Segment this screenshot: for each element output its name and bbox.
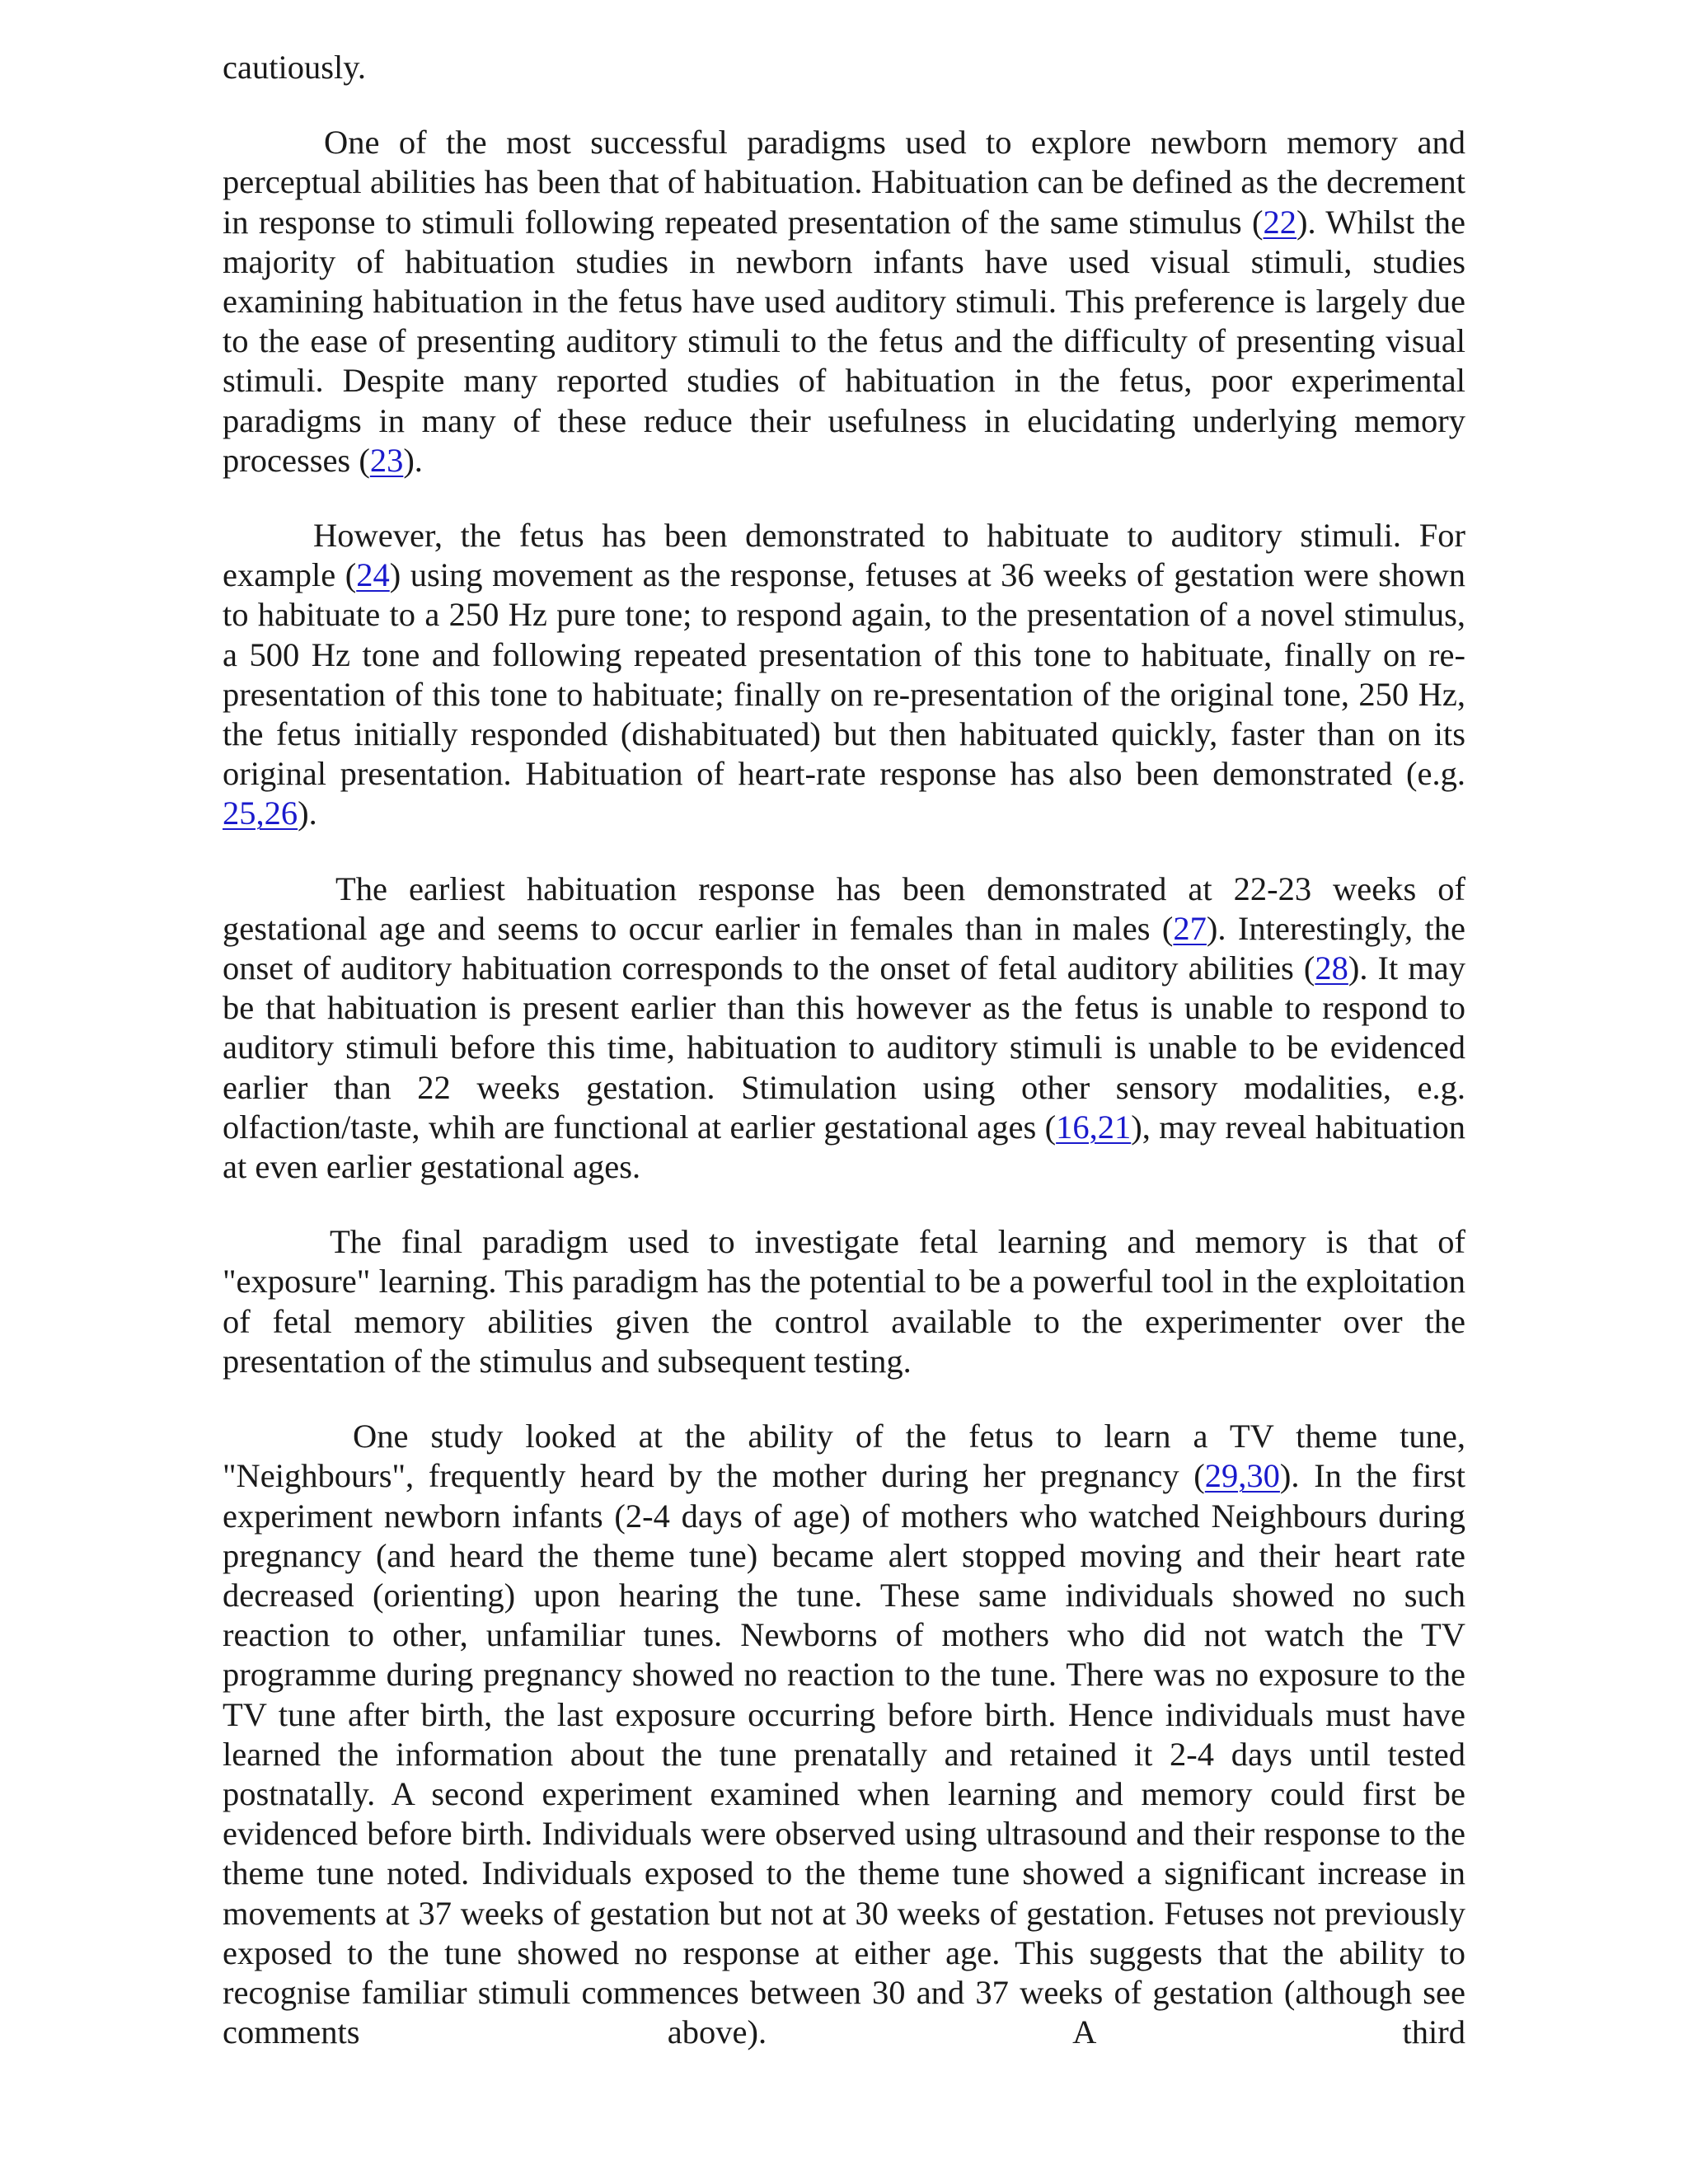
text-run: The earliest habituation response has been demonstrated at 22-23 weeks of gestational age and seems to occur earlier in females than in males ( bbox=[223, 869, 1465, 947]
text-run: ). Whilst the majority of habituation studies in newborn infants have used visual stimuli, studies examining habituation in the fetus have used auditory stimuli. This preference is largely due to the ease of presenting auditory stimuli to the fetus and the difficulty of presenting visual stimuli. Despite many reported studies of habituation in the fetus, poor experimental paradigms in many of these reduce their usefulness in elucidating underlying memory processes ( bbox=[223, 203, 1466, 479]
text-run: One study looked at the ability of the fetus to learn a TV theme tune, "Neighbours", frequently heard by the mother during her pregnancy ( bbox=[223, 1418, 1465, 1495]
text-run: One of the most successful paradigms used to explore newborn memory and perceptual abilities has been that of habituation. Habituation can be defined as the decrement in response to stimuli following repeated presentation of the same stimulus ( bbox=[223, 124, 1465, 241]
citation-link-28[interactable]: 28 bbox=[1315, 949, 1348, 987]
text-run: ). In the first experiment newborn infants (2-4 days of age) of mothers who watched Neighbours during pregnancy (and heard the theme tune) became alert stopped moving and their heart rate decreased (orienting) upon hearing the tune. These same individuals showed no such reaction to other, unfamiliar tunes. Newborns of mothers who did not watch the TV programme during pregnancy showed no reaction to the tune. There was no exposure to the TV tune after birth, the last exposure occurring before birth. Hence individuals must have learned the information about the tune prenatally and retained it 2-4 days until tested postnatally. A second experiment examined when learning and memory could first be evidenced before birth. Individuals were observed using ultrasound and their response to the theme tune noted. Individuals exposed to the theme tune showed a significant increase in movements at 37 weeks of gestation but not at 30 weeks of gestation. Fetuses not previously exposed to the tune showed no response at either age. This suggests that the ability to recognise familiar stimuli commences between 30 and 37 weeks of gestation (although see comments above). A third bbox=[223, 1457, 1465, 2051]
paragraph-auditory-habituation bbox=[223, 516, 1465, 834]
paragraph-earliest-habituation bbox=[223, 869, 1465, 1188]
text-run: ). Interestingly, the onset of auditory habituation corresponds to the onset of fetal auditory abilities ( bbox=[223, 909, 1465, 987]
document-page bbox=[223, 48, 1465, 2052]
citation-link-25-26[interactable]: 25,26 bbox=[223, 794, 298, 832]
paragraph-neighbours-study bbox=[223, 1417, 1465, 2052]
citation-link-24[interactable]: 24 bbox=[356, 556, 390, 594]
text-run: However, the fetus has been demonstrated to habituate to auditory stimuli. For example ( bbox=[223, 517, 1465, 594]
paragraph-habituation-intro bbox=[223, 123, 1465, 480]
citation-link-29-30[interactable]: 29,30 bbox=[1204, 1457, 1280, 1495]
paragraph-exposure-learning bbox=[223, 1222, 1465, 1381]
citation-link-22[interactable]: 22 bbox=[1263, 203, 1297, 241]
paragraph-continuation bbox=[223, 48, 1465, 87]
text-run: ). bbox=[403, 441, 423, 479]
citation-link-27[interactable]: 27 bbox=[1173, 909, 1207, 947]
text-run: ). It may be that habituation is present earlier than this however as the fetus is unable to respond to auditory stimuli before this time, habituation to auditory stimuli is unable to be evidenced earlier than 22 weeks gestation. Stimulation using other sensory modalities, e.g. olfaction/taste, whih are functional at earlier gestational ages ( bbox=[223, 949, 1465, 1146]
citation-link-16-21[interactable]: 16,21 bbox=[1056, 1108, 1132, 1146]
text-run: ), may reveal habituation at even earlier gestational ages. bbox=[223, 1108, 1465, 1186]
citation-link-23[interactable]: 23 bbox=[369, 441, 404, 479]
text-run: ). bbox=[298, 794, 317, 832]
text-run: The final paradigm used to investigate fetal learning and memory is that of "exposure" learning. This paradigm has the potential to be a powerful tool in the exploitation of fetal memory abilities given the control available to the experimenter over the presentation of the stimulus and subsequent testing. bbox=[223, 1223, 1465, 1380]
continuation-text: cautiously. bbox=[223, 49, 366, 86]
text-run: ) using movement as the response, fetuses at 36 weeks of gestation were shown to habituate to a 250 Hz pure tone; to respond again, to the presentation of a novel stimulus, a 500 Hz tone and following repeated presentation of this tone to habituate, finally on re-presentation of this tone to habituate; finally on re-presentation of the original tone, 250 Hz, the fetus initially responded (dishabituated) but then habituated quickly, faster than on its original presentation. Habituation of heart-rate response has also been demonstrated (e.g. bbox=[223, 556, 1466, 793]
